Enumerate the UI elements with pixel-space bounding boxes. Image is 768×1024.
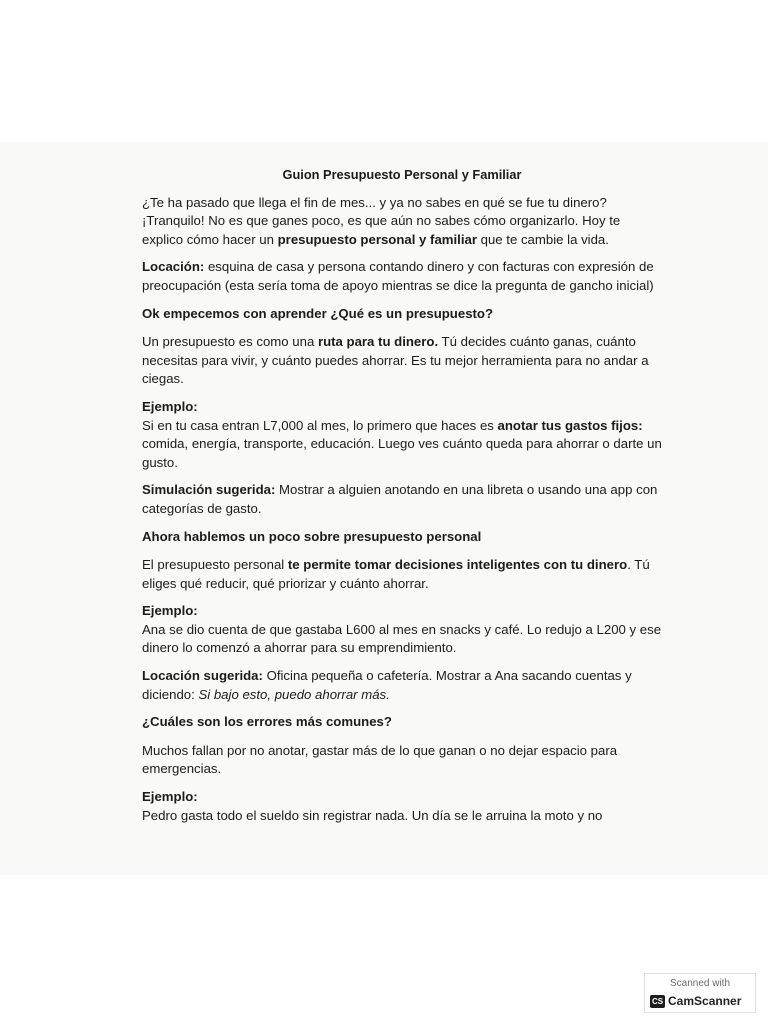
- example-text-start: Si en tu casa entran L7,000 al mes, lo primero que haces es: [142, 417, 498, 433]
- intro-text-end: que te cambie la vida.: [476, 231, 609, 247]
- example-label: Ejemplo:: [142, 789, 198, 805]
- example-emphasis: anotar tus gastos fijos:: [497, 417, 643, 433]
- document-body: [142, 166, 662, 825]
- errors-paragraph: Muchos fallan por no anotar, gastar más de lo que ganan o no dejar espacio para emergencias.: [142, 742, 618, 777]
- example-label: Ejemplo:: [142, 398, 198, 414]
- section-heading-what-is-budget: Ok empecemos con aprender ¿Qué es un presupuesto?: [142, 305, 494, 321]
- example-paragraph-3: [142, 788, 662, 825]
- personal-emphasis: te permite tomar decisiones inteligentes con tu dinero: [287, 557, 628, 573]
- suggested-location-text: Oficina pequeña o cafetería. Mostrar a Ana sacando cuentas y diciendo:: [142, 668, 632, 702]
- intro-text-start: ¿Te ha pasado que llega el fin de mes... y ya no sabes en qué se fue tu dinero? ¡Tranquilo! No es que ganes poco, es que aún no sabes cómo organizarlo. Hoy te explico cómo hacer un: [142, 194, 621, 247]
- example-text-end: comida, energía, transporte, educación. Luego ves cuánto queda para ahorrar o darte un gusto.: [142, 436, 662, 470]
- scanned-with-text: Scanned with: [669, 978, 731, 989]
- camscanner-logo-icon: CS: [651, 997, 664, 1006]
- simulation-label: Simulación sugerida:: [142, 482, 276, 498]
- location-label: Locación:: [142, 259, 205, 275]
- section-heading-common-errors: ¿Cuáles son los errores más comunes?: [142, 714, 392, 730]
- simulation-paragraph: [142, 481, 662, 518]
- simulation-text: Mostrar a alguien anotando en una libreta o usando una app con categorías de gasto.: [142, 482, 658, 516]
- definition-emphasis: ruta para tu dinero.: [317, 334, 439, 350]
- example-label: Ejemplo:: [142, 603, 198, 619]
- definition-text-start: Un presupuesto es como una: [142, 334, 318, 350]
- personal-text-start: El presupuesto personal: [142, 557, 288, 573]
- definition-text-end: Tú decides cuánto ganas, cuánto necesitas para vivir, y cuánto puedes ahorrar. Es tu mejor herramienta para no andar a ciegas.: [142, 334, 649, 387]
- intro-paragraph: [142, 194, 662, 250]
- example-text: Ana se dio cuenta de que gastaba L600 al mes en snacks y café. Lo redujo a L200 y ese dinero lo comenzó a ahorrar para su emprendimiento.: [142, 621, 662, 656]
- example-text: Pedro gasta todo el sueldo sin registrar nada. Un día se le arruina la moto y no: [142, 807, 603, 823]
- intro-emphasis: presupuesto personal y familiar: [277, 231, 477, 247]
- definition-paragraph: [142, 333, 662, 389]
- location-paragraph: [142, 258, 662, 295]
- suggested-location-label: Locación sugerida:: [142, 668, 263, 684]
- section-heading-personal-budget: Ahora hablemos un poco sobre presupuesto personal: [142, 528, 482, 544]
- example-paragraph-1: [142, 398, 662, 472]
- personal-text-end: . Tú eliges qué reducir, qué priorizar y cuánto ahorrar.: [142, 557, 650, 591]
- location-text: esquina de casa y persona contando dinero y con facturas con expresión de preocupación (esta sería toma de apoyo mientras se dice la pregunta de gancho inicial): [142, 259, 654, 293]
- camscanner-brand-text: CamScanner: [668, 994, 742, 1008]
- suggested-location-quote: Si bajo esto, puedo ahorrar más.: [198, 686, 390, 702]
- personal-budget-paragraph: [142, 556, 662, 593]
- camscanner-watermark: [644, 973, 756, 1013]
- document-title: Guion Presupuesto Personal y Familiar: [282, 167, 522, 182]
- suggested-location-paragraph: [142, 667, 662, 704]
- example-paragraph-2: [142, 602, 662, 658]
